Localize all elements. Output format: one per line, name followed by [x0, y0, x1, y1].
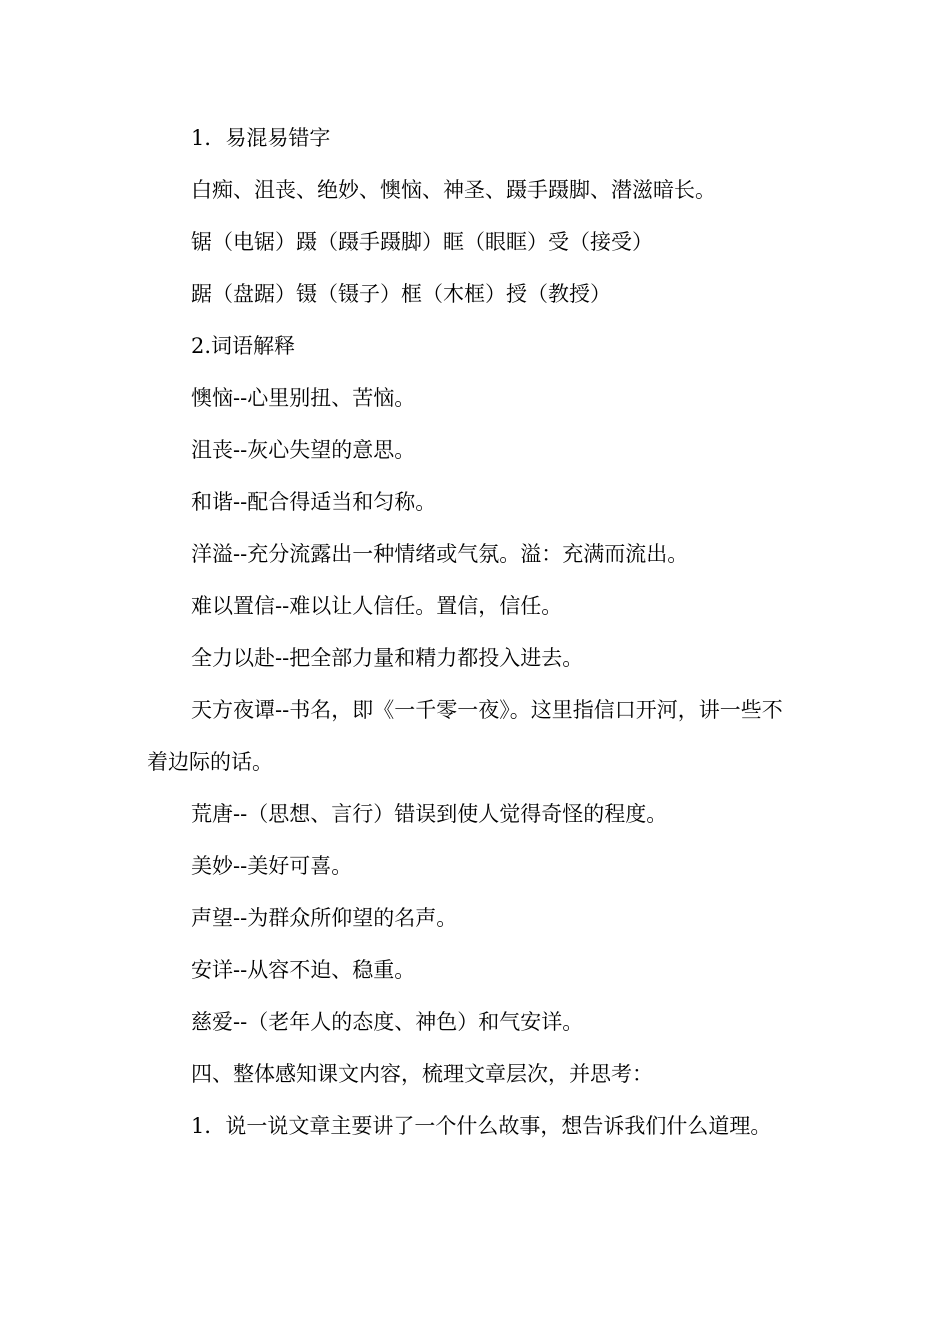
- document-body: [147, 112, 807, 1152]
- paragraph: 安详--从容不迫、稳重。: [191, 958, 416, 982]
- paragraph: 天方夜谭--书名，即《一千零一夜》。这里指信口开河，讲一些不着边际的话。: [147, 698, 783, 774]
- paragraph: 1．说一说文章主要讲了一个什么故事，想告诉我们什么道理。: [191, 1114, 772, 1138]
- paragraph: 沮丧--灰心失望的意思。: [191, 438, 416, 462]
- paragraph: 懊恼--心里别扭、苦恼。: [191, 386, 416, 410]
- paragraph: 难以置信--难以让人信任。置信，信任。: [191, 594, 563, 618]
- paragraph: 踞（盘踞）镊（镊子）框（木框）授（教授）: [191, 282, 611, 306]
- paragraph: 美妙--美好可喜。: [191, 854, 353, 878]
- paragraph: 慈爱--（老年人的态度、神色）和气安详。: [191, 1010, 584, 1034]
- paragraph: 洋溢--充分流露出一种情绪或气氛。溢：充满而流出。: [191, 542, 689, 566]
- paragraph: 荒唐--（思想、言行）错误到使人觉得奇怪的程度。: [191, 802, 668, 826]
- section-heading-overall-perception: 四、整体感知课文内容，梳理文章层次，并思考：: [191, 1062, 653, 1086]
- section-heading-word-explanations: 2.词语解释: [191, 334, 296, 358]
- paragraph: 声望--为群众所仰望的名声。: [191, 906, 458, 930]
- section-heading-confusable-characters: 1．易混易错字: [191, 126, 331, 150]
- paragraph: 全力以赴--把全部力量和精力都投入进去。: [191, 646, 584, 670]
- paragraph: 和谐--配合得适当和匀称。: [191, 490, 437, 514]
- paragraph: 锯（电锯）蹑（蹑手蹑脚）眶（眼眶）受（接受）: [191, 230, 653, 254]
- paragraph: 白痴、沮丧、绝妙、懊恼、神圣、蹑手蹑脚、潜滋暗长。: [191, 178, 716, 202]
